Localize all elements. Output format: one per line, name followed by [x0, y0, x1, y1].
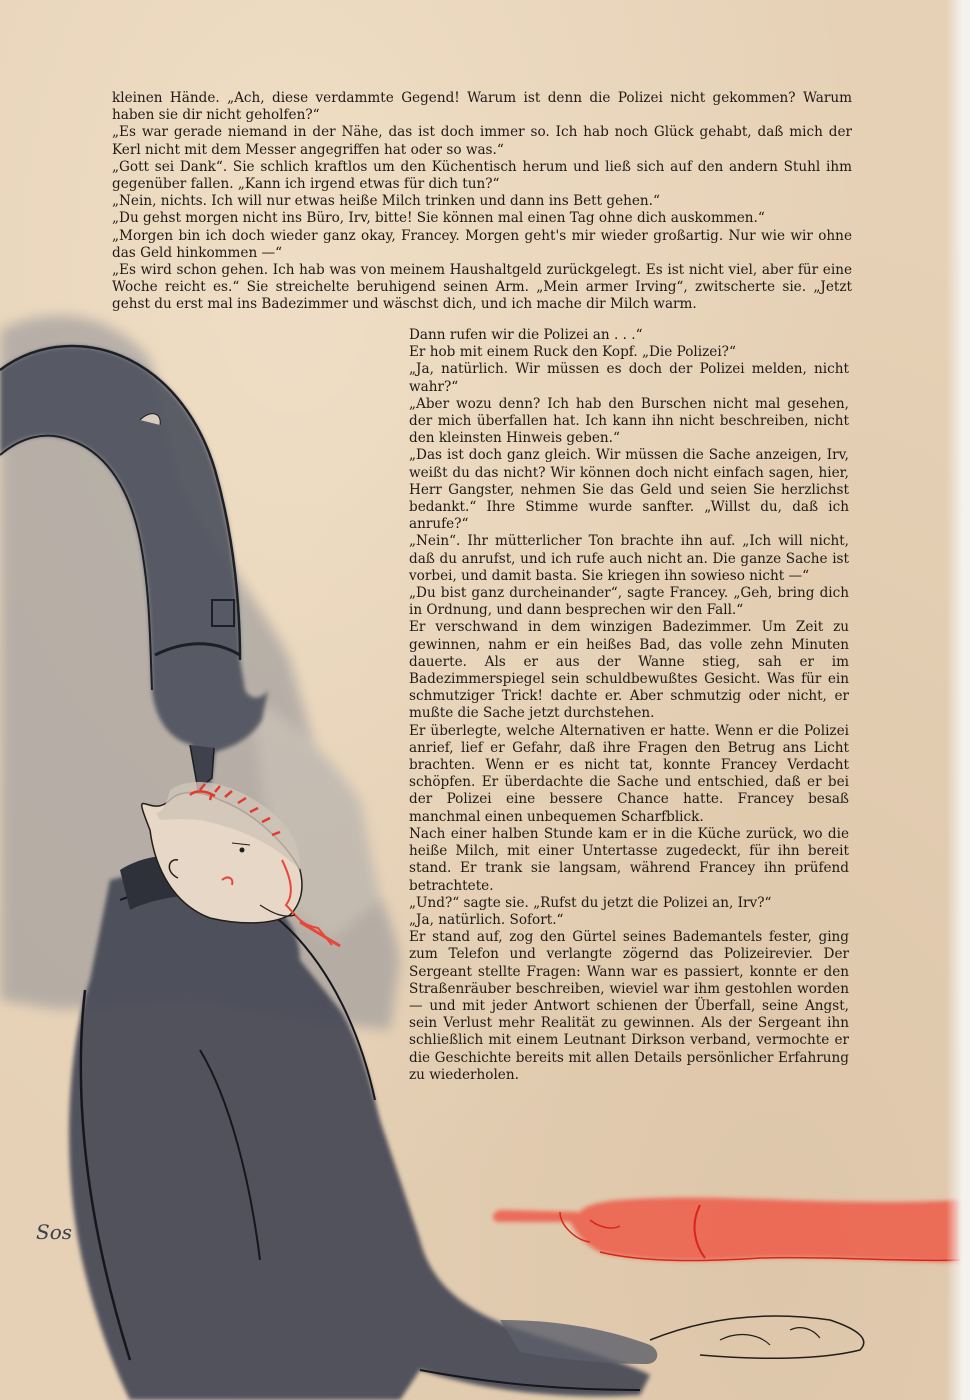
paragraph: „Aber wozu denn? Ich hab den Burschen nicht mal gesehen, der mich überfallen hat. Ich kann ihn nicht beschreiben, nicht den kleinsten Hinweis geben.“	[409, 395, 849, 447]
paragraph: kleinen Hände. „Ach, diese verdammte Gegend! Warum ist denn die Polizei nicht gekommen? Warum haben sie dir nicht geholfen?“	[112, 90, 852, 124]
paragraph: Er hob mit einem Ruck den Kopf. „Die Polizei?“	[409, 344, 736, 361]
paragraph: „Nein“. Ihr mütterlicher Ton brachte ihn auf. „Ich will nicht, daß du anrufst, und ich rufe auch nicht an. Die ganze Sache ist vorbei, und damit basta. Sie kriegen ihn sowieso nicht —“	[409, 533, 849, 584]
pointing-hand-red-illustration	[493, 1198, 960, 1262]
paragraph: „Das ist doch ganz gleich. Wir müssen die Sache anzeigen, Irv, weißt du das nicht? Wir können doch nicht einfach sagen, hier, Herr Gangster, nehmen Sie das Geld und seien Sie herzlichst bedankt.“ Ihre Stimme wurde sanfter. „Willst du, daß ich anrufe?“	[409, 447, 849, 533]
paragraph: „Es wird schon gehen. Ich hab was von meinem Haushaltgeld zurückgelegt. Es ist nicht viel, aber für eine Woche reicht es.“ Sie streichelte beruhigend seinen Arm. „Mein armer Irving“, zwitscherte sie. „Jetzt gehst du erst mal ins Badezimmer und wäschst dich, und ich mache dir Milch warm.	[112, 262, 852, 313]
paragraph: „Und?“ sagte sie. „Rufst du jetzt die Polizei an, Irv?“	[409, 894, 772, 911]
paragraph: „Du bist ganz durcheinander“, sagte Francey. „Geh, bring dich in Ordnung, und dann besprechen wir den Fall.“	[409, 585, 849, 619]
paragraph: „Nein, nichts. Ich will nur etwas heiße Milch trinken und dann ins Bett gehen.“	[112, 193, 660, 210]
paragraph: „Gott sei Dank“. Sie schlich kraftlos um den Küchentisch herum und ließ sich auf den andern Stuhl ihm gegenüber fallen. „Kann ich irgend etwas für dich tun?“	[112, 158, 852, 193]
paragraph: „Morgen bin ich doch wieder ganz okay, Francey. Morgen geht's mir wieder großartig. Nur wie wir ohne das Geld hinkommen —“	[112, 227, 852, 261]
article-text-top	[112, 90, 852, 314]
paragraph: Dann rufen wir die Polizei an . . .“	[409, 327, 643, 343]
page-edge	[946, 0, 970, 1400]
paragraph: Er verschwand in dem winzigen Badezimmer. Um Zeit zu gewinnen, nahm er ein heißes Bad, das volle zehn Minuten dauerte. Als er aus der Wanne stieg, sah er im Badezimmerspiegel sein schuldbewußtes Gesicht. Was für ein schmutziger Trick! dachte er. Aber schmutzig oder nicht, er mußte die Sache jetzt durchstehen.	[409, 619, 849, 722]
paragraph: „Ja, natürlich. Wir müssen es doch der Polizei melden, nicht wahr?“	[409, 361, 849, 395]
paragraph: „Ja, natürlich. Sofort.“	[409, 911, 564, 928]
paragraph: Er überlegte, welche Alternativen er hatte. Wenn er die Polizei anrief, lief er Gefahr, daß ihre Fragen den Betrug ans Licht brachten. Wenn er es nicht tat, konnte Francey Verdacht schöpfen. Er überdachte die Sache und entschied, daß er bei der Polizei eine bessere Chance hatte. Francey besaß manchmal einen unbequemen Scharfblick.	[409, 722, 849, 825]
paragraph: „Du gehst morgen nicht ins Büro, Irv, bitte! Sie können mal einen Tag ohne dich auskommen.“	[112, 210, 765, 227]
paragraph: Nach einer halben Stunde kam er in die Küche zurück, wo die heiße Milch, mit einer Untertasse zugedeckt, für ihn bereit stand. Er trank sie langsam, während Francey ihn prüfend betrachtete.	[409, 825, 849, 894]
paragraph: „Es war gerade niemand in der Nähe, das ist doch immer so. Ich hab noch Glück gehabt, daß mich der Kerl nicht mit dem Messer angegriffen hat oder so was.“	[112, 124, 852, 158]
artist-signature: Sos	[36, 1220, 73, 1244]
paragraph: Er stand auf, zog den Gürtel seines Bademantels fester, ging zum Telefon und verlangte zögernd das Polizeirevier. Der Sergeant stellte Fragen: Wann war es passiert, konnte er den Straßenräuber beschreiben, wieviel war ihm gestohlen worden — und mit jeder Antwort schienen der Überfall, seine Angst, sein Verlust mehr Realität zu gewinnen. Als der Sergeant ihn schließlich mit einem Leutnant Dirkson verband, vermochte er die Geschichte bereits mit allen Details persönlicher Erfahrung zu wiederholen.	[409, 929, 849, 1083]
article-text-column	[409, 327, 849, 1084]
